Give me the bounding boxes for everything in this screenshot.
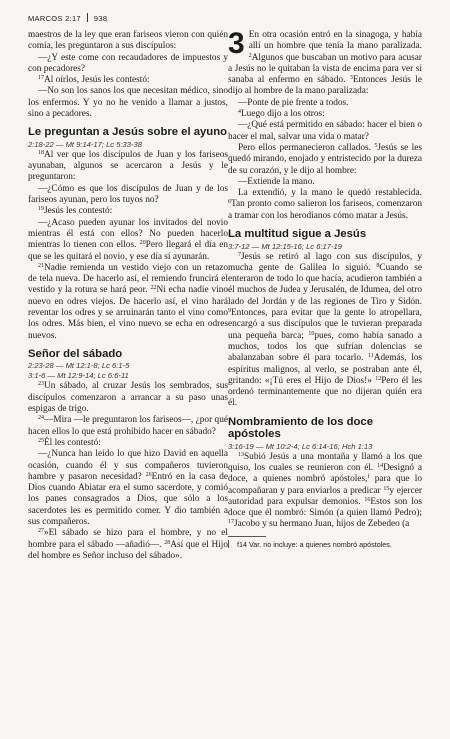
section-heading: Le preguntan a Jesús sobre el ayuno — [28, 126, 228, 139]
chapter-number: 3 — [228, 27, 245, 60]
verse-number: 2 — [248, 52, 252, 59]
chapter-opening-paragraph: 3 En otra ocasión entró en la sinagoga, y había allí un hombre que tenía la mano paralizada. $^2$Algunos que buscaban un motivo para acusar a Jesús no le quitaban la vista de encima para ver si sanaba al enfermo en sábado. $^3$Entonces Jesús le dijo al hombre de la mano paralizada: — [228, 27, 422, 97]
verse-number: 20 — [139, 240, 146, 247]
verse-paragraph: La extendió, y la mano le quedó restablecida. $^6$Tan pronto como salieron los fariseos, comenzaron a tramar con los herodianos cómo matar a Jesús. — [228, 188, 422, 221]
dialogue-line: —¿Y este come con recaudadores de impuestos y con pecadores? — [28, 52, 228, 74]
parallel-references: 3:16-19 — Mt 10:2-4; Lc 6:14-16; Hch 1:13 — [228, 441, 373, 451]
verse-number: 6 — [228, 199, 231, 206]
page-number: 938 — [93, 14, 108, 23]
footnote: f14 Var. no incluye: a quienes nombró apóstoles. — [228, 540, 422, 550]
verse-paragraph: $^{17}$Al oírlos, Jesús les contestó: — [38, 75, 150, 86]
section-heading: Nombramiento de los doce apóstoles — [228, 415, 374, 441]
verse-number: 4 — [238, 109, 241, 116]
verse-number: 23 — [38, 381, 44, 388]
verse-number: 17 — [228, 519, 234, 526]
verse-paragraph: $^{25}$Él les contestó: — [38, 437, 101, 448]
verse-paragraph: $^{23}$Un sábado, al cruzar Jesús los sembrados, sus discípulos comenzaron a arrancar a su paso unas espigas de trigo. — [28, 381, 228, 415]
verse-paragraph: $^{13}$Subió Jesús a una montaña y llamó a los que quiso, los cuales se reunieron con él. $^{14}$Designó a doce, a quienes nombró apóstoles,$^f$ para que lo acompañaran y para enviarlos a predicar $^{15}$y ejercer autoridad para expulsar demonios. $^{16}$Estos son los doce que él nombró: Simón (a quien llamó Pedro); $^{17}$Jacobo y su hermano Juan, hijos de Zebedeo (a — [228, 451, 423, 530]
verse-number: 8 — [376, 262, 380, 269]
section-heading: La multitud sigue a Jesús — [228, 228, 367, 241]
verse-paragraph: $^{21}$Nadie remienda un vestido viejo con un retazo de tela nueva. De hacerlo así, el remiendo fruncirá el vestido y la rotura se hará peor. $^{22}$Ni echa nadie vino nuevo en odres viejos. De hacerlo así, el vino hará reventar los odres y se arruinarán tanto el vino como los odres. Más bien, el vino nuevo se echa en odres nuevos. — [28, 262, 228, 341]
verse-number: 22 — [150, 285, 157, 292]
verse-number: 5 — [374, 142, 378, 149]
verse-number: 13 — [238, 451, 244, 458]
dialogue-line: —No son los sanos los que necesitan médico, sino los enfermos. Y yo no he venido a llamar a justos, sino a pecadores. — [28, 86, 228, 120]
verse-number: 7 — [238, 251, 241, 258]
book-reference: MARCOS 2:17 — [28, 14, 81, 23]
verse-number: 17 — [38, 75, 44, 82]
verse-number: 25 — [38, 437, 44, 444]
verse-number: 28 — [164, 539, 171, 546]
verse-number: 12 — [375, 375, 382, 382]
verse-number: 18 — [38, 149, 44, 156]
verse-number: 3 — [349, 75, 353, 82]
verse-number: 26 — [145, 471, 152, 478]
parallel-references: 3:1-6 — Mt 12:9-14; Lc 6:6-11 — [28, 371, 129, 381]
verse-number: 15 — [383, 485, 390, 492]
verse-number: 19 — [38, 206, 44, 213]
left-column — [28, 30, 228, 562]
dialogue-line: —¿Nunca han leído lo que hizo David en aquella ocasión, cuando él y sus compañeros tuvieron hambre y pasaron necesidad? $^{26}$Entró en la casa de Dios cuando Abiatar era el sumo sacerdote, y comió los panes consagrados a Dios, que sólo a los sacerdotes les es permitido comer. Y dio también a sus compañeros. — [28, 449, 228, 527]
verse-paragraph: $^4$Luego dijo a los otros: — [238, 109, 325, 120]
verse-paragraph: $^{27}$»El sábado se hizo para el hombre, y no el hombre para el sábado —añadió—. $^{28}$Así que el Hijo del hombre es Señor incluso del sábado». — [28, 528, 228, 561]
dialogue-line: —¿Cómo es que los discípulos de Juan y de los fariseos ayunan, pero los tuyos no? — [28, 183, 228, 206]
verse-paragraph: $^{24}$—Mira —le preguntaron los fariseos—, ¿por qué hacen ellos lo que está prohibido hacer en sábado? — [28, 415, 228, 437]
footnote-marker[interactable]: f — [367, 474, 370, 481]
verse-number: 16 — [364, 496, 371, 503]
dialogue-line: —Ponte de pie frente a todos. — [238, 97, 349, 108]
paragraph: maestros de la ley que eran fariseos vieron con quién comía, les preguntaron a sus discípulos: — [28, 30, 228, 52]
footnote-divider — [228, 536, 266, 537]
verse-number: 21 — [38, 262, 44, 269]
verse-number: 14 — [377, 463, 384, 469]
verse-paragraph: $^7$Jesús se retiró al lago con sus discípulos, y mucha gente de Galilea lo siguió. $^8$Cuando se enteraron de todo lo que hacía, acudieron también a él muchos de Judea y Jerusalén, de Idumea, del otro lado del Jordán y de las regiones de Tiro y Sidón. $^9$Entonces, para evitar que la gente lo atropellara, encargó a sus discípulos que le tuvieran preparada una pequeña barca; $^{10}$pues, como había sanado a muchos, todos los que sufrían dolencias se abalanzaban sobre él para tocarlo. $^{11}$Además, los espíritus malignos, al verlo, se postraban ante él, gritando: «¡Tú eres el Hijo de Dios!» $^{12}$Pero él les ordenó terminantemente que no dijeran quién era él. — [228, 251, 423, 409]
parallel-references: 2:23-28 — Mt 12:1-8; Lc 6:1-5 — [28, 361, 130, 371]
parallel-references: 2:18-22 — Mt 9:14-17; Lc 5:33-38 — [28, 139, 142, 149]
verse-number: 11 — [367, 353, 374, 360]
dialogue-line: —¿Qué está permitido en sábado: hacer el bien o hacer el mal, salvar una vida o matar? — [228, 120, 422, 142]
footnote-bar — [228, 540, 229, 548]
section-heading: Señor del sábado — [28, 347, 123, 360]
running-header — [28, 13, 107, 23]
verse-number: 27 — [38, 528, 44, 535]
dialogue-line: —Extiende la mano. — [238, 176, 315, 187]
dialogue-line: —¿Acaso pueden ayunar los invitados del novio mientras él está con ellos? No pueden hacerlo mientras lo tienen con ellos. $^{20}$Pero llegará el día en que se les quitará el novio, y ese día sí ayunarán. — [28, 217, 228, 262]
right-column — [228, 27, 423, 550]
verse-number: 10 — [308, 330, 315, 337]
header-divider — [87, 13, 88, 22]
verse-paragraph: $^{18}$Al ver que los discípulos de Juan y los fariseos ayunaban, algunos se acercaron a Jesús y le preguntaron: — [28, 149, 228, 183]
verse-number: 9 — [228, 308, 231, 315]
verse-paragraph: Pero ellos permanecieron callados. $^5$Jesús se les quedó mirando, enojado y entristecido por la dureza de su corazón, y le dijo al hombre: — [228, 142, 422, 176]
parallel-references: 3:7-12 — Mt 12:15-16; Lc 6:17-19 — [228, 241, 342, 251]
verse-number: 24 — [38, 415, 44, 422]
verse-paragraph: $^{19}$Jesús les contestó: — [38, 206, 113, 217]
